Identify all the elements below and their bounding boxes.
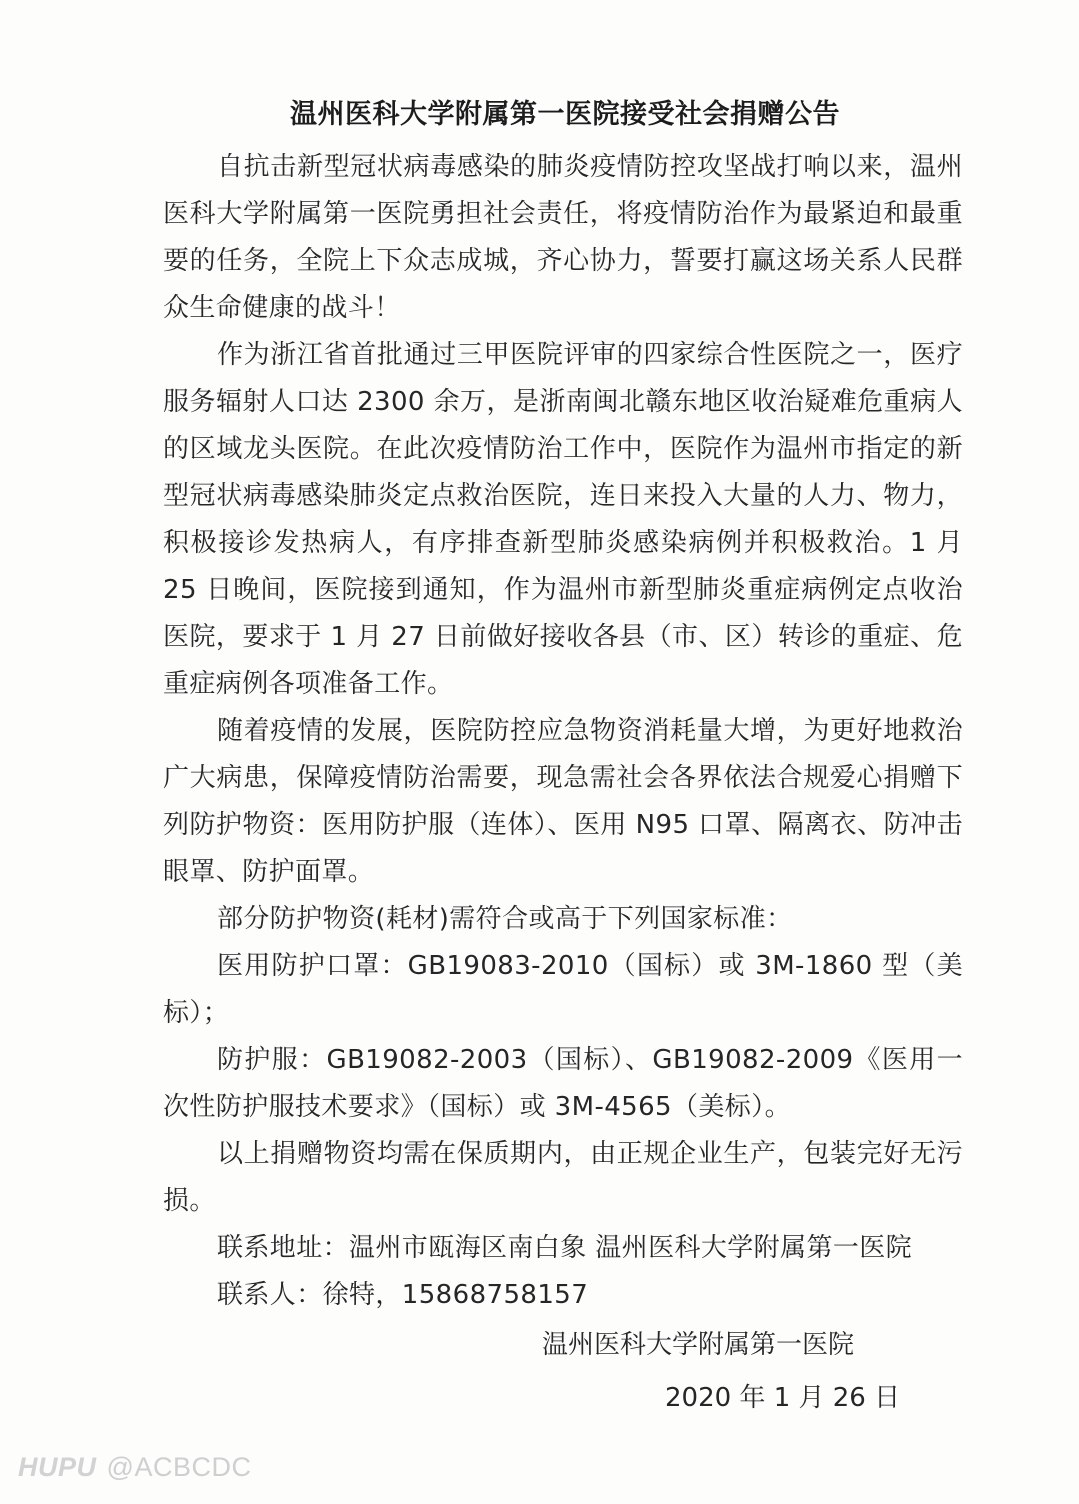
document-title: 温州医科大学附属第一医院接受社会捐赠公告 (290, 99, 840, 130)
paragraph-quality-requirement: 以上捐赠物资均需在保质期内，由正规企业生产，包装完好无污损。 (163, 1139, 963, 1216)
watermark-handle: @ACBCDC (106, 1452, 252, 1482)
paragraph-mask-standard: 医用防护口罩：GB19083-2010（国标）或 3M-1860 型（美标）； (163, 951, 963, 1028)
contact-person: 联系人：徐特，15868758157 (217, 1280, 589, 1310)
paragraph-intro: 自抗击新型冠状病毒感染的肺炎疫情防控攻坚战打响以来，温州医科大学附属第一医院勇担社会责任，将疫情防治作为最紧迫和最重要的任务，全院上下众志成城，齐心协力，誓要打赢这场关系人民群众生命健康的战斗！ (163, 152, 963, 323)
signature-date: 2020 年 1 月 26 日 (665, 1383, 901, 1413)
paragraph-standards-intro: 部分防护物资(耗材)需符合或高于下列国家标准： (217, 904, 793, 934)
signature-organization: 温州医科大学附属第一医院 (542, 1330, 855, 1360)
watermark-brand: HUPU (18, 1452, 97, 1482)
paragraph-donation-request: 随着疫情的发展，医院防控应急物资消耗量大增，为更好地救治广大病患，保障疫情防治需要，现急需社会各界依法合规爱心捐赠下列防护物资：医用防护服（连体）、医用 N95 口罩、隔离衣、防冲击眼罩、防护面罩。 (163, 716, 963, 887)
watermark (18, 1452, 251, 1483)
paragraph-hospital-background: 作为浙江省首批通过三甲医院评审的四家综合性医院之一，医疗服务辐射人口达 2300 余万，是浙南闽北赣东地区收治疑难危重病人的区域龙头医院。在此次疫情防治工作中，医院作为温州市指定的新型冠状病毒感染肺炎定点救治医院，连日来投入大量的人力、物力，积极接诊发热病人，有序排查新型肺炎感染病例并积极救治。1 月 25 日晚间，医院接到通知，作为温州市新型肺炎重症病例定点收治医院，要求于 1 月 27 日前做好接收各县（市、区）转诊的重症、危重症病例各项准备工作。 (163, 340, 963, 699)
paragraph-gown-standard: 防护服：GB19082-2003（国标）、GB19082-2009《医用一次性防护服技术要求》（国标）或 3M-4565（美标）。 (163, 1045, 963, 1122)
contact-address: 联系地址：温州市瓯海区南白象 温州医科大学附属第一医院 (217, 1233, 913, 1263)
document-body (163, 144, 963, 1319)
